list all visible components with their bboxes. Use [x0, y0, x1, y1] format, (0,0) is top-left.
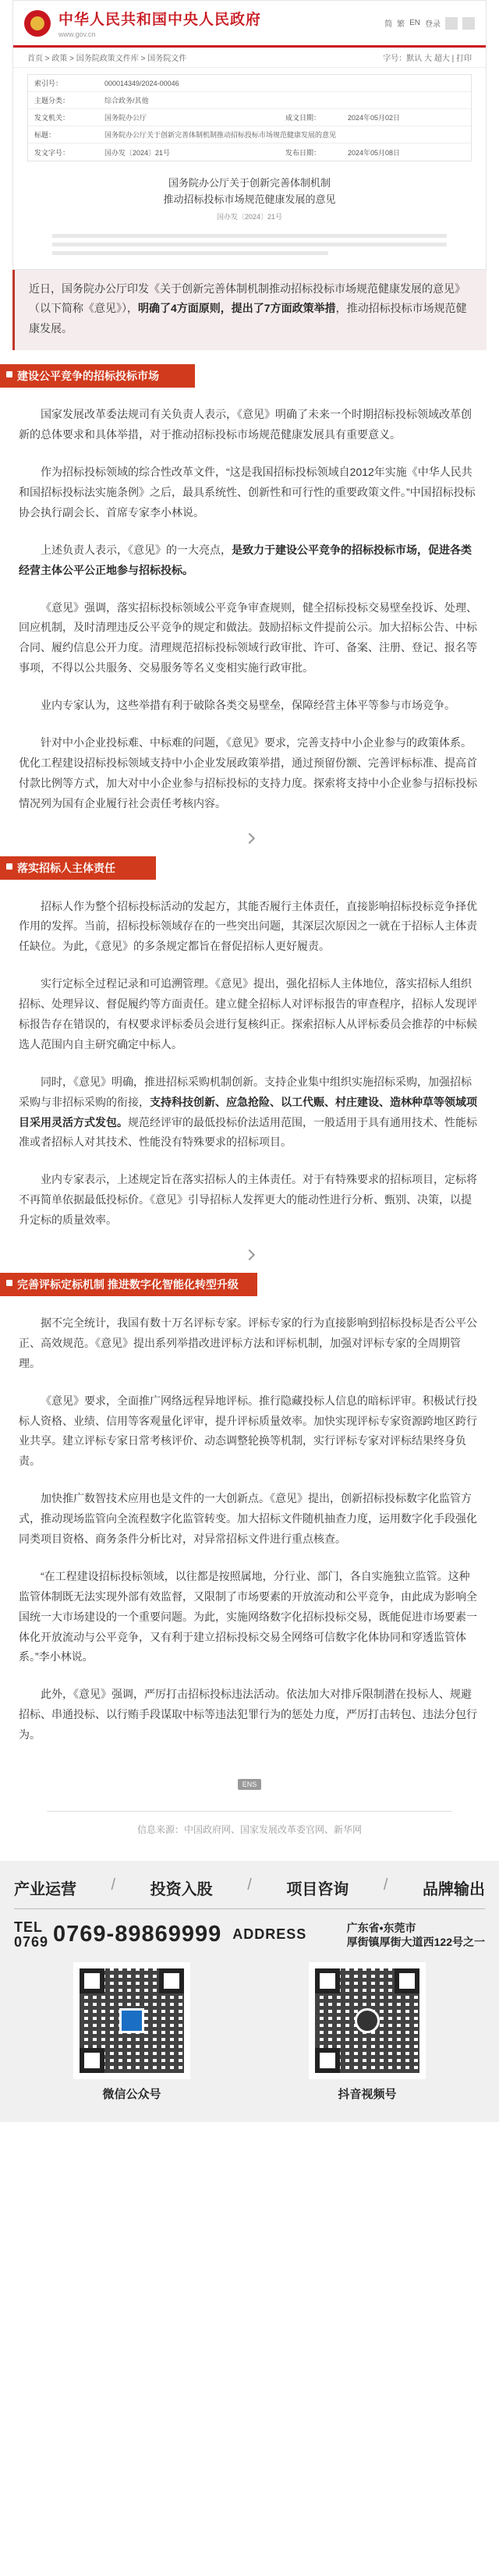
- section-title: 落实招标人主体责任: [0, 856, 156, 880]
- paragraph-tail: 规范经评审的最低投标价法适用范围，一般适用于具有通用技术、性能标准或者招标人对其技术、性能没有特殊要求的招标项目。: [19, 1115, 477, 1149]
- paragraph: 针对中小企业投标难、中标难的问题，《意见》要求，完善支持中小企业参与的政策体系。优化工程建设招标投标领域支持中小企业发展政策举措，通过预留份额、完善评标标准、提高首付款比例等方式，加大对中小企业参与招标投标的支持力度。探索将支持中小企业参与招标投标情况列为国有企业履行社会责任考核内容。: [19, 735, 477, 810]
- tag-separator: /: [247, 1876, 252, 1894]
- paragraph: 国家发展改革委法规司有关负责人表示，《意见》明确了未来一个时期招标投标领域改革创新的总体要求和具体举措，对于推动招标投标市场规范健康发展具有重要意义。: [19, 408, 472, 441]
- service-tag: 产业运营: [14, 1881, 76, 1899]
- doc-title-line: 国务院办公厅关于创新完善体制机制: [168, 177, 331, 189]
- gov-top-links: [384, 17, 475, 30]
- section-tenderer-responsibility: [0, 856, 499, 1259]
- ens-badge: [0, 1777, 499, 1791]
- address-line: 厚街镇厚街大道西122号之一: [346, 1935, 485, 1948]
- paragraph: 业内专家表示，上述规定旨在落实招标人的主体责任。对于有特殊要求的招标项目，定标将不再简单依据最低投标价。《意见》引导招标人发挥更大的能动性进行分析、甄别、决策，以提升定标的质量效率。: [19, 1173, 477, 1227]
- paragraph: 作为招标投标领域的综合性改革文件，“这是我国招标投标领域自2012年实施《中华人民共和国招标投标法实施条例》之后，最具系统性、创新性和可行性的重要政策文件。”中国招标投标协会执行副会长、首席专家李小林说。: [19, 466, 476, 519]
- gov-doc-screenshot: [0, 0, 499, 270]
- text-line: [52, 234, 447, 238]
- paragraph: 《意见》要求，全面推广网络远程异地评标。推行隐藏投标人信息的暗标评审。积极试行投标人资格、业绩、信用等客观量化评审，提升评标质量效率。加快实现评标专家资源跨地区跨行业共享。建立评标专家日常考核评价、动态调整轮换等机制，实行评标专家对评标结果终身负责。: [19, 1394, 477, 1468]
- doc-meta-table: [27, 74, 472, 161]
- meta-value: 国务院办公厅: [104, 114, 147, 122]
- address-label: ADDRESS: [232, 1926, 307, 1943]
- douyin-qr: [309, 1962, 426, 2102]
- qr-codes: [14, 1962, 485, 2102]
- paragraph: 业内专家认为，这些举措有利于破除各类交易壁垒，保障经营主体平等参与市场竞争。: [41, 699, 455, 712]
- wechat-qr: [73, 1962, 190, 2102]
- breadcrumb: [13, 48, 486, 68]
- intro-text: 近日，国务院办公厅印发《关于创新完善体制机制推动招标投标市场规范健康发展的意见》（以下简称《意见》），: [29, 282, 465, 315]
- company-promo: [0, 1861, 499, 2122]
- phone-number[interactable]: 0769-89869999: [53, 1922, 222, 1947]
- font-size-controls[interactable]: 字号：默认 大 超大 | 打印: [383, 55, 472, 63]
- text-line: [52, 251, 328, 255]
- wechat-icon[interactable]: [462, 17, 475, 30]
- section-title: 完善评标定标机制 推进数字化智能化转型升级: [0, 1273, 257, 1296]
- tel-label: [14, 1920, 48, 1950]
- paragraph-bold: 支持科技创新、应急抢险、以工代赈、村庄建设、造林种草等领域项目采用灵活方式发包。: [19, 1095, 477, 1129]
- meta-key: 索引号：: [34, 80, 63, 87]
- doc-body-preview: [13, 226, 486, 269]
- douyin-logo-icon: [355, 2008, 380, 2033]
- ens-label: ENS: [238, 1779, 262, 1790]
- gov-link-english[interactable]: EN: [409, 19, 420, 27]
- gov-link-simplified[interactable]: 简: [384, 20, 393, 29]
- weibo-icon[interactable]: [445, 17, 458, 30]
- meta-key: 成文日期：: [285, 114, 321, 122]
- meta-value: 国办发〔2024〕21号: [104, 148, 171, 157]
- service-tag: 品牌输出: [422, 1881, 485, 1899]
- paragraph: 此外，《意见》强调，严厉打击招标投标违法活动。依法加大对排斥限制潜在投标人、规避招标、串通投标、以行贿手段谋取中标等违法犯罪行为的惩处力度，严厉打击转包、违法分包行为。: [19, 1688, 477, 1742]
- gov-link-traditional[interactable]: 繁: [397, 20, 405, 29]
- tel-label-line: TEL: [14, 1919, 43, 1936]
- address-text: [347, 1921, 485, 1949]
- meta-value: 2024年05月08日: [348, 148, 401, 157]
- chevron-down-icon: [244, 832, 255, 843]
- paragraph-text: 同时，《意见》明确，推进招标采购机制创新。支持企业集中组织实施招标采购，加强招标采购与非招标采购的衔接，: [19, 1075, 472, 1108]
- gov-site-title: 中华人民共和国中央人民政府: [58, 12, 262, 28]
- intro-summary: [12, 270, 487, 351]
- meta-row: [28, 75, 471, 92]
- meta-key: 发文字号：: [34, 148, 70, 157]
- meta-key: 发文机关：: [34, 114, 70, 122]
- tag-separator: /: [383, 1876, 388, 1894]
- paragraph: 《意见》强调，落实招标投标领域公平竞争审查规则，健全招标投标交易壁垒投诉、处理、回应机制，及时清理违反公平竞争的规定和做法。鼓励招标文件提前公示。加大招标公告、中标合同、履约信息公开力度。清理规范招标投标领域行政审批、许可、备案、注册、登记、报名等事项，不得以公共服务、交易服务等名义变相实施行政审批。: [19, 601, 477, 675]
- qr-caption: 微信公众号: [102, 2087, 161, 2101]
- meta-row: [28, 109, 471, 126]
- paragraph-bold: 是致力于建设公平竞争的招标投标市场，促进各类经营主体公平公正地参与招标投标。: [19, 543, 472, 576]
- contact-row: [14, 1920, 485, 1950]
- meta-key: 标题：: [34, 131, 56, 139]
- doc-number: 国办发〔2024〕21号: [216, 212, 283, 221]
- meta-row: [28, 126, 471, 144]
- address-line: 广东省•东莞市: [346, 1921, 416, 1934]
- meta-row: [28, 144, 471, 161]
- meta-value: 国务院办公厅关于创新完善体制机制推动招标投标市场规范健康发展的意见: [104, 131, 337, 139]
- doc-title: [13, 168, 486, 211]
- section-evaluation-digital: [0, 1273, 499, 1745]
- source-note: 信息来源：中国政府网、国家发展改革委官网、新华网: [47, 1811, 452, 1836]
- paragraph: “在工程建设招标投标领域，以往都是按照属地，分行业、部门，各自实施独立监管。这种监管体制既无法实现外部有效监督，又限制了市场要素的开放流动和公平竞争，由此成为影响全国统一大市场建设的一个重要问题。为此，实施网络数字化招标投标交易，既能促进市场要素一体化开放流动与公平竞争，又有利于建立招标投标交易全网络可信数字化体协同和穿透监管体系。”李小林说。: [19, 1569, 477, 1664]
- doc-title-line: 推动招标投标市场规范健康发展的意见: [163, 193, 336, 205]
- service-tag: 项目咨询: [286, 1881, 349, 1899]
- service-tags: [14, 1876, 485, 1909]
- breadcrumb-path[interactable]: 首页 > 政策 > 国务院政策文件库 > 国务院文件: [27, 55, 187, 63]
- service-tag: 投资入股: [150, 1881, 213, 1899]
- wechat-logo-icon: [119, 2008, 144, 2033]
- national-emblem-icon: [24, 10, 51, 37]
- paragraph: 实行定标全过程记录和可追溯管理。《意见》提出，强化招标人主体地位，落实招标人组织招标、处理异议、督促履约等方面责任。建立健全招标人对评标报告的审查程序，招标人发现评标报告存在错误的，有权要求评标委员会进行复核纠正。探索招标人从评标委员会推荐的中标候选人范围内自主研究确定中标人。: [19, 977, 477, 1051]
- intro-tail: ，推动招标投标市场规范健康发展。: [29, 302, 467, 335]
- section-divider: [19, 1251, 480, 1259]
- text-line: [52, 243, 447, 246]
- qr-code-icon[interactable]: [309, 1962, 426, 2079]
- paragraph-text: 上述负责人表示，《意见》的一大亮点，: [41, 543, 232, 556]
- meta-key: 发布日期：: [285, 148, 321, 157]
- paragraph: 据不完全统计，我国有数十万名评标专家。评标专家的行为直接影响到招标投标是否公平公正、高效规范。《意见》提出系列举措改进评标方法和评标机制，加强对评标专家的全周期管理。: [19, 1316, 477, 1369]
- qr-code-icon[interactable]: [73, 1962, 190, 2079]
- tag-separator: /: [111, 1876, 116, 1894]
- gov-doc-card: [12, 0, 487, 270]
- meta-value: 综合政务/其他: [104, 97, 149, 105]
- qr-caption: 抖音视频号: [338, 2087, 397, 2101]
- meta-value: 000014349/2024-00046: [104, 79, 179, 87]
- gov-site-url: www.gov.cn: [58, 30, 96, 38]
- section-fair-competition: [0, 364, 499, 842]
- chevron-down-icon: [244, 1249, 255, 1260]
- paragraph: 加快推广数智技术应用也是文件的一大创新点。《意见》提出，创新招标投标数字化监管方式，推动现场监管向全流程数字化监管转变。加大招标文件随机抽查力度，运用数字化手段强化同类项目资格、商务条件分析比对，对异常招标文件进行重点核查。: [19, 1492, 477, 1545]
- meta-value: 2024年05月02日: [348, 114, 401, 122]
- gov-link-login[interactable]: 登录: [425, 20, 441, 29]
- intro-bold: 明确了4方面原则，提出了7方面政策举措: [138, 302, 336, 315]
- paragraph: 招标人作为整个招标投标活动的发起方，其能否履行主体责任，直接影响招标投标竞争择优作用的发挥。当前，招标投标领域存在的一些突出问题，其深层次原因之一就在于招标人主体责任缺位。为此，《意见》的多条规定都旨在督促招标人更好履责。: [19, 899, 477, 953]
- paragraph: [19, 1072, 480, 1153]
- meta-key: 主题分类：: [34, 97, 70, 105]
- paragraph: [19, 540, 480, 581]
- gov-header: [13, 1, 486, 48]
- gov-title-box: [58, 8, 261, 38]
- section-divider: [19, 834, 480, 842]
- section-title: 建设公平竞争的招标投标市场: [0, 364, 195, 388]
- tel-label-line: 0769: [14, 1933, 49, 1950]
- meta-row: [28, 92, 471, 109]
